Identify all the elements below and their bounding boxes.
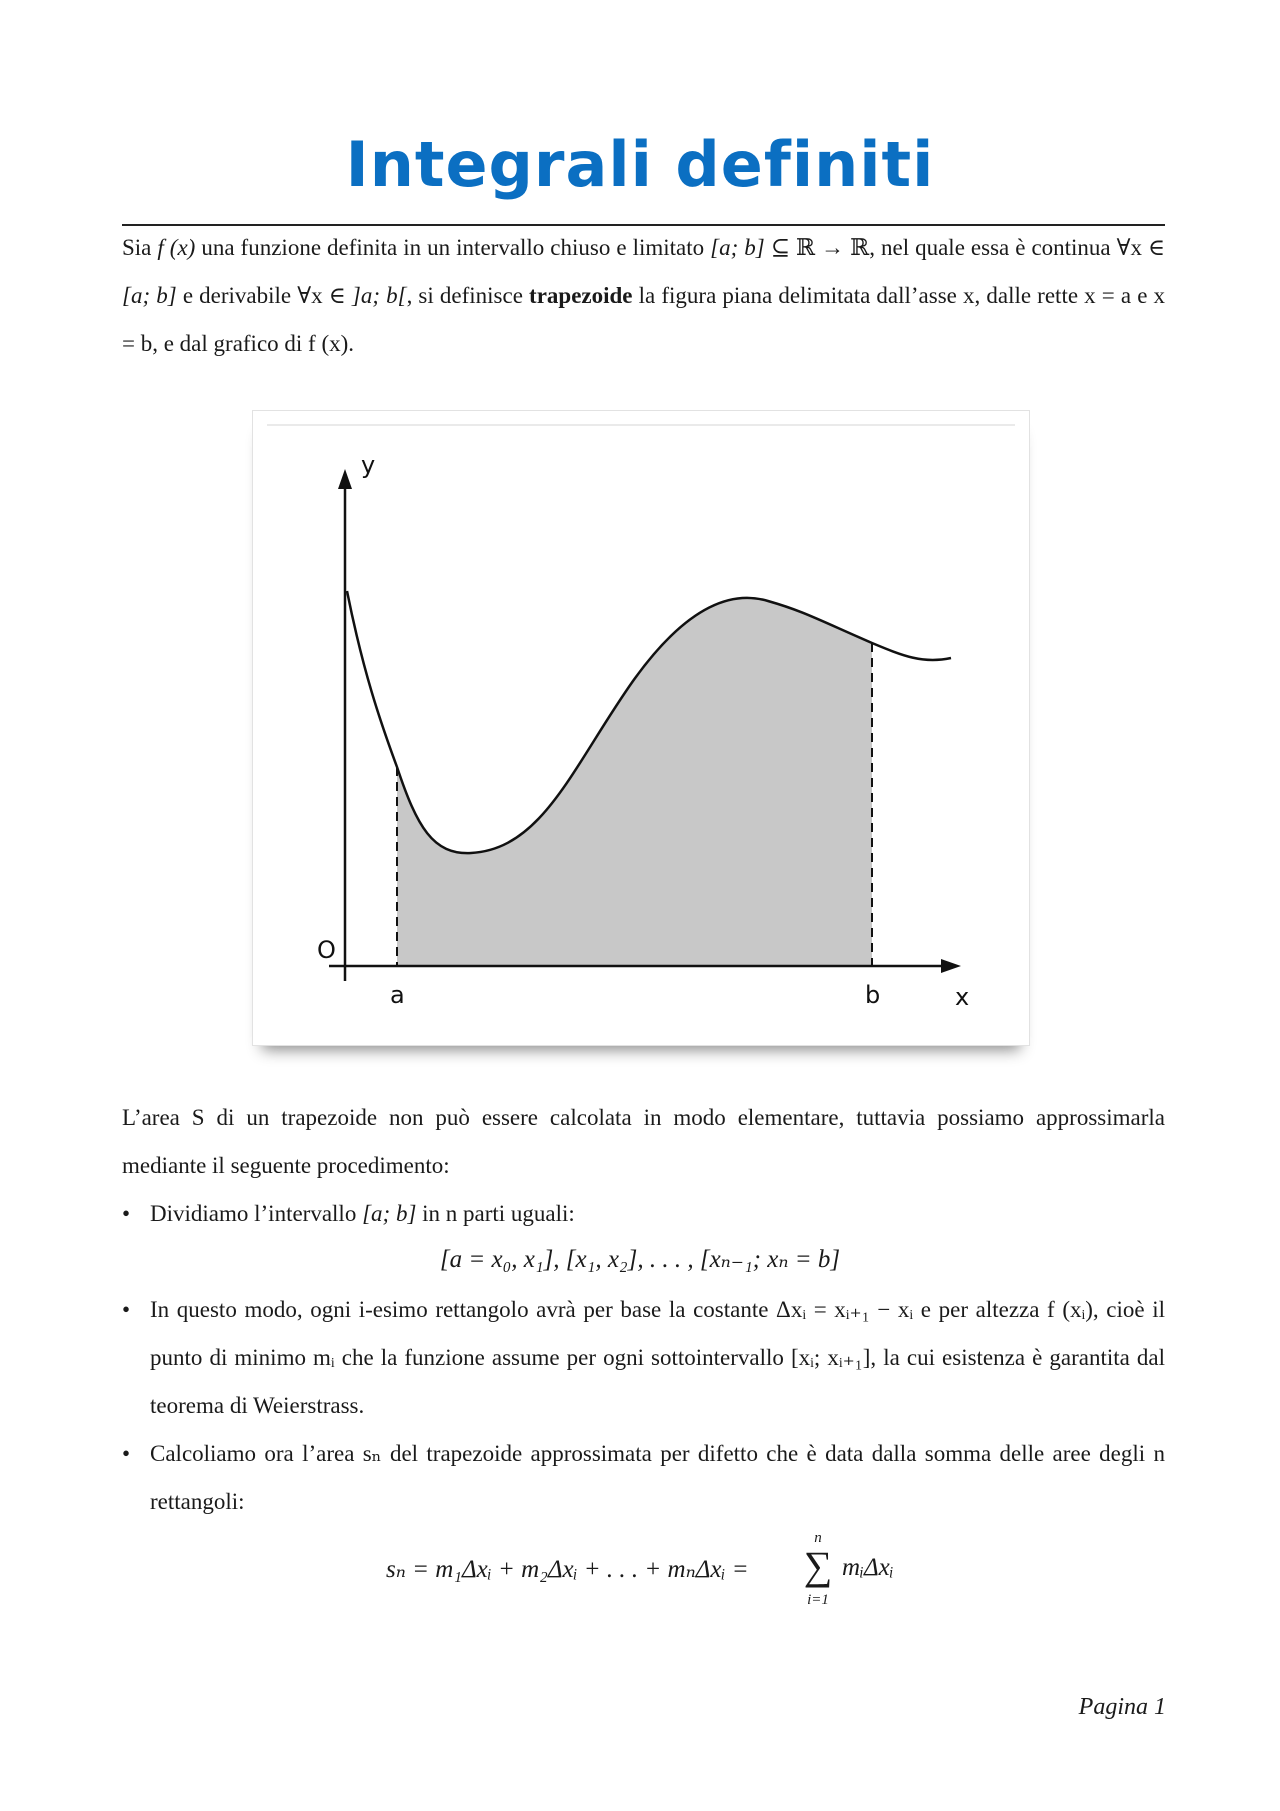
bullet1-text-pre: Dividiamo l’intervallo <box>150 1201 357 1226</box>
list-item <box>122 1286 1165 1430</box>
page-number: Pagina 1 <box>1078 1694 1166 1720</box>
x-axis-label: x <box>955 983 970 1011</box>
origin-label: O <box>317 936 336 964</box>
bullet1-interval: [a; b] <box>362 1201 417 1226</box>
intro-text-4: , si definisce <box>406 283 523 308</box>
intro-paragraph <box>122 224 1165 368</box>
y-axis-arrow <box>338 469 352 489</box>
intro-interval-2: [a; b] <box>122 283 177 308</box>
intro-open-interval: ]a; b[ <box>351 283 407 308</box>
sum-lower-limit: i=1 <box>807 1592 829 1608</box>
bullet1-text-post: in n parti uguali: <box>422 1201 575 1226</box>
y-axis-label: y <box>361 451 376 479</box>
sum-formula-left: sₙ = m₁Δxᵢ + m₂Δxᵢ + . . . + mₙΔxᵢ = <box>386 1556 749 1583</box>
list-item <box>122 1190 1165 1238</box>
shaded-area <box>397 598 872 966</box>
intro-fx: f (x) <box>157 235 196 260</box>
bullet-marker: • <box>122 1441 131 1466</box>
intro-bold-term: trapezoide <box>529 283 633 308</box>
bullet2-text: In questo modo, ogni i-esimo rettangolo avrà per base la costante Δxᵢ = xᵢ₊₁ − xᵢ e per altezza f (xᵢ), cioè il punto di minimo mᵢ che la funzione assume per ogni sottointervallo [xᵢ; xᵢ₊₁], la cui esistenza è garantita dal teorema di Weierstrass. <box>150 1297 1165 1418</box>
a-label: a <box>390 981 405 1009</box>
intro-text-3: e derivabile ∀x ∈ <box>182 283 346 308</box>
intro-text-1: Sia <box>122 235 152 260</box>
bullet3-text: Calcoliamo ora l’area sₙ del trapezoide approssimata per difetto che è data dalla somma delle aree degli n rettangoli: <box>150 1441 1165 1514</box>
x-axis-arrow <box>941 959 961 973</box>
b-label: b <box>865 981 881 1009</box>
intro-interval: [a; b] <box>710 235 765 260</box>
area-paragraph: L’area S di un trapezoide non può essere calcolata in modo elementare, tuttavia possiamo approssimarla mediante il seguente procedimento: <box>122 1105 1165 1178</box>
page-title: Integrali definiti <box>345 128 935 201</box>
intro-text-5: la figura piana delimitata dall’asse x, dalle rette x = a e x = b, e dal grafico di f (x). <box>122 283 1166 356</box>
trapezoid-figure <box>252 410 1030 1046</box>
bullet-marker: • <box>122 1201 131 1226</box>
sum-term: mᵢΔxᵢ <box>842 1554 894 1581</box>
bullet-marker: • <box>122 1297 131 1322</box>
sum-formula <box>0 1530 1280 1614</box>
sum-upper-limit: n <box>814 1530 822 1546</box>
intro-text-2: una funzione definita in un intervallo chiuso e limitato <box>201 235 705 260</box>
trapezoid-graph <box>253 411 1029 1045</box>
intro-subset: ⊆ ℝ → ℝ, nel quale essa è continua ∀x ∈ <box>770 235 1166 260</box>
sum-sigma: ∑ <box>803 1543 833 1588</box>
partition-formula <box>0 1244 1280 1274</box>
partition-text: [a = x₀, x₁], [x₁, x₂], . . . , [xₙ₋₁; xₙ = b] <box>439 1246 841 1273</box>
list-item <box>122 1430 1165 1526</box>
